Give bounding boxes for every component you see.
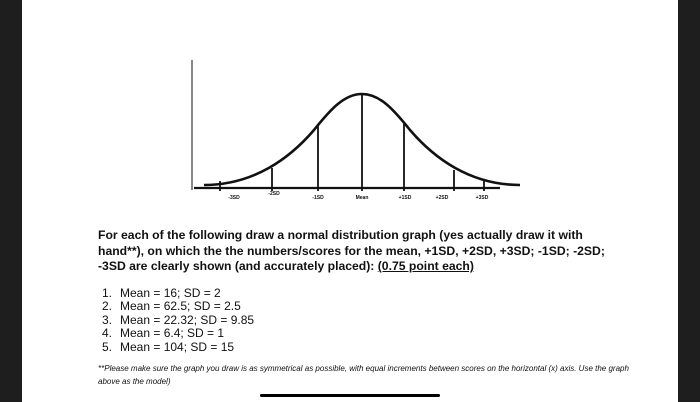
tick-label-minus-3sd: -3SD [228,195,240,201]
list-item-text: Mean = 22.32; SD = 9.85 [120,312,255,327]
tick-label-plus-2sd: +2SD [435,195,449,201]
tick-label-minus-1sd: -1SD [312,195,324,201]
tick-label-minus-2sd: -2SD [268,191,280,197]
tick-label-mean: Mean [355,195,369,201]
list-item [102,327,254,340]
list-item [102,314,254,327]
instructions-text: For each of the following draw a normal distribution graph (yes actually draw it with hand**), on which the the numbers/scores for the mean, +1SD, +2SD, +3SD; -1SD; -2SD; -3SD are clearly shown (and accurately placed): [98,228,605,273]
list-item [102,287,254,300]
tick-label-plus-3sd: +3SD [475,195,489,201]
points-value: (0.75 point each) [377,259,474,273]
list-item-text: Mean = 6.4; SD = 1 [120,326,225,341]
list-item-number: 3. [102,312,113,327]
list-item-text: Mean = 16; SD = 2 [120,286,221,300]
normal-distribution-graph [22,0,678,215]
problem-list [102,287,254,354]
document-page [22,0,678,402]
list-item-number: 1. [102,286,113,300]
instructions-paragraph [98,228,618,275]
list-item-number: 5. [102,339,113,354]
footnote: **Please make sure the graph you draw is as symmetrical as possible, with equal increments between scores on the horizontal (x) axis. Use the graph above as the model) [98,364,629,386]
list-item-text: Mean = 104; SD = 15 [120,339,235,354]
list-item [102,341,254,354]
list-item [102,300,254,313]
list-item-number: 2. [102,299,113,314]
tick-label-plus-1sd: +1SD [398,195,412,201]
list-item-number: 4. [102,326,113,341]
home-indicator[interactable] [260,394,440,397]
list-item-text: Mean = 62.5; SD = 2.5 [120,299,241,314]
